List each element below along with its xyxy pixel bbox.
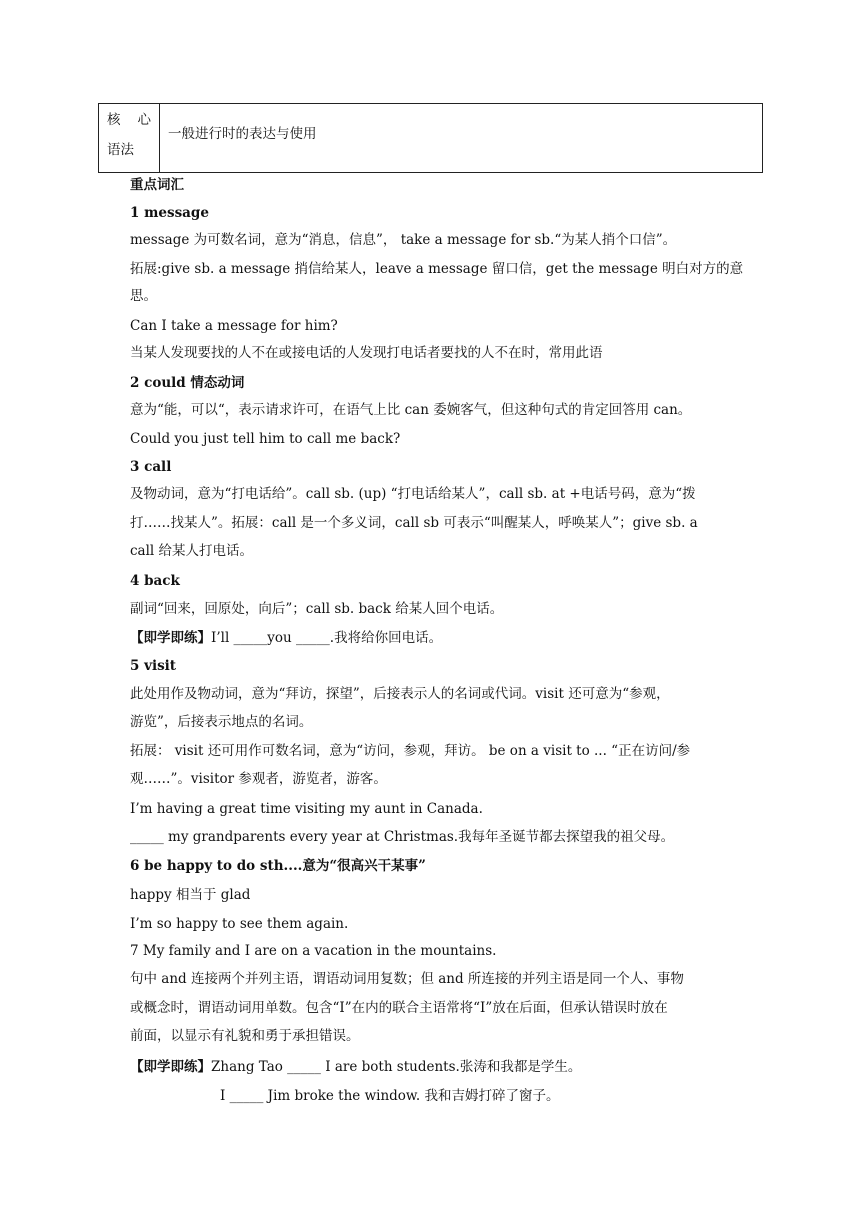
text-line: 或概念时，谓语动词用单数。包含“I”在内的联合主语常将“I”放在后面，但承认错误时放在 [130, 1000, 668, 1016]
exercise-line [130, 1058, 581, 1076]
item-heading-3: 3 call [130, 459, 172, 475]
text-line: 当某人发现要找的人不在或接电话的人发现打电话者要找的人不在时，常用此语 [130, 345, 603, 361]
text-line: 游览”，后接表示地点的名词。 [130, 714, 313, 730]
text-line: message 为可数名词，意为“消息，信息”， take a message for sb.“为某人捎个口信”。 [130, 232, 677, 248]
example-sentence: I’m having a great time visiting my aunt in Canada. [130, 801, 483, 817]
example-sentence: Can I take a message for him? [130, 318, 338, 334]
text-line: 拓展:give sb. a message 捎信给某人，leave a message 留口信，get the message 明白对方的意 [130, 261, 744, 277]
section-title: 重点词汇 [130, 177, 184, 193]
text-line: 及物动词，意为“打电话给”。call sb. (up) “打电话给某人”，call sb. at +电话号码，意为“拨 [130, 486, 696, 502]
label-line-2: 语法 [107, 142, 134, 158]
text-line: 意为“能，可以“，表示请求许可，在语气上比 can 委婉客气，但这种句式的肯定回答用 can。 [130, 402, 692, 418]
text-line: 观……”。visitor 参观者，游览者，游客。 [130, 771, 387, 787]
item-heading-4: 4 back [130, 573, 180, 589]
text-line: 拓展： visit 还可用作可数名词，意为“访问，参观，拜访。 be on a visit to ... “正在访问/参 [130, 743, 691, 759]
exercise-line: _____ my grandparents every year at Christmas.我每年圣诞节都去探望我的祖父母。 [130, 829, 675, 845]
grammar-content-cell: 一般进行时的表达与使用 [160, 104, 763, 173]
item-heading-5: 5 visit [130, 658, 177, 674]
text-line: 副词“回来，回原处，向后”；call sb. back 给某人回个电话。 [130, 601, 504, 617]
text-line: 思。 [130, 288, 157, 304]
exercise-text: I’ll _____you _____.我将给你回电话。 [211, 630, 443, 646]
example-sentence: I’m so happy to see them again. [130, 916, 349, 932]
grammar-table [98, 103, 763, 173]
item-heading-7: 7 My family and I are on a vacation in the mountains. [130, 943, 497, 959]
text-line: call 给某人打电话。 [130, 543, 254, 559]
text-line: 打……找某人”。拓展：call 是一个多义词，call sb 可表示“叫醒某人，呼唤某人”；give sb. a [130, 515, 698, 531]
exercise-line: I _____ Jim broke the window. 我和吉姆打碎了窗子。 [220, 1088, 560, 1104]
text-line: 前面，以显示有礼貌和勇于承担错误。 [130, 1028, 360, 1044]
text-line: happy 相当于 glad [130, 887, 251, 903]
label-char-2: 心 [137, 112, 151, 128]
label-char-1: 核 [107, 112, 121, 128]
exercise-text: Zhang Tao _____ I are both students.张涛和我都是学生。 [211, 1059, 582, 1075]
exercise-line [130, 629, 442, 647]
text-line: 句中 and 连接两个并列主语，谓语动词用复数；但 and 所连接的并列主语是同一个人、事物 [130, 971, 684, 987]
text-line: 此处用作及物动词，意为“拜访，探望”，后接表示人的名词或代词。visit 还可意为“参观， [130, 686, 670, 702]
item-heading-2: 2 could 情态动词 [130, 375, 245, 391]
example-sentence: Could you just tell him to call me back? [130, 431, 401, 447]
item-heading-6: 6 be happy to do sth....意为“很高兴干某事” [130, 858, 426, 874]
item-heading-1: 1 message [130, 205, 209, 221]
exercise-label: 【即学即练】 [130, 630, 211, 646]
exercise-label: 【即学即练】 [130, 1059, 211, 1075]
grammar-label-cell [99, 104, 160, 173]
